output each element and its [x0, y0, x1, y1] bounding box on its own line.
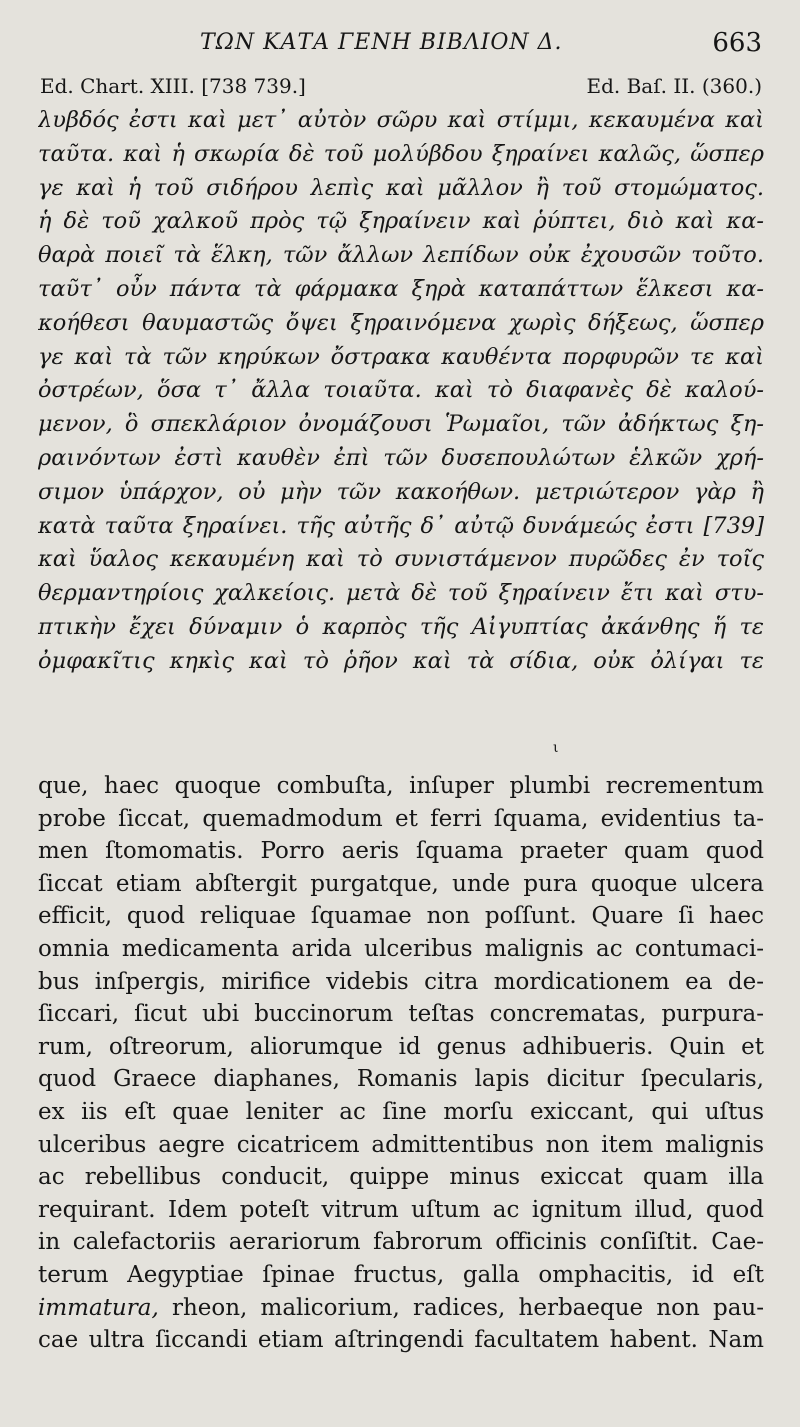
running-head	[0, 26, 800, 66]
latin-line: que, haec quoque combuſta, inſuper plumbi recrementum	[38, 773, 764, 799]
greek-line: γε καὶ τὰ τῶν κηρύκων ὄστρακα καυθέντα πορφυρῶν τε καὶ	[38, 343, 764, 370]
greek-line: καὶ ὕαλος κεκαυμένη καὶ τὸ συνιστάμενον πυρῶδες ἐν τοῖς	[38, 546, 764, 573]
greek-line: λυβδός ἐστι καὶ μετ᾽ αὐτὸν σῶρυ καὶ στίμμι, κεκαυμένα καὶ	[38, 107, 764, 133]
greek-line: θαρὰ ποιεῖ τὰ ἕλκη, τῶν ἄλλων λεπίδων οὐκ ἐχουσῶν τοῦτο.	[38, 242, 764, 269]
greek-line: ὀμφακῖτις κηκὶς καὶ τὸ ῥῆον καὶ τὰ σίδια, οὐκ ὀλίγαι τε	[38, 647, 764, 674]
greek-line: θερμαντηρίοις χαλκείοις. μετὰ δὲ τοῦ ξηραίνειν ἔτι καὶ στυ-	[38, 580, 764, 607]
latin-line: ex iis eſt quae leniter ac ſine morſu exiccant, qui uſtus	[38, 1098, 764, 1125]
separator-mark: ι	[553, 740, 559, 756]
latin-line: cae ultra ſiccandi etiam aſtringendi facultatem habent. Nam	[38, 1327, 764, 1354]
latin-line: probe ſiccat, quemadmodum et ferri ſquama, evidentius ta-	[38, 805, 764, 832]
greek-line: ὀστρέων, ὅσα τ᾽ ἄλλα τοιαῦτα. καὶ τὸ διαφανὲς δὲ καλού-	[38, 377, 764, 404]
latin-line: terum Aegyptiae ſpinae fructus, galla omphacitis, id eſt	[38, 1261, 764, 1288]
latin-line: men ſtomomatis. Porro aeris ſquama praeter quam quod	[38, 838, 764, 865]
latin-line: rum, oſtreorum, aliorumque id genus adhibueris. Quin et	[38, 1033, 764, 1060]
edition-reference-line	[40, 74, 762, 104]
latin-line: bus inſpergis, mirifice videbis citra mordicationem ea de-	[38, 968, 764, 995]
greek-line: γε καὶ ἡ τοῦ σιδήρου λεπὶς καὶ μᾶλλον ἢ τοῦ στομώματος.	[38, 174, 764, 201]
latin-line: quod Graece diaphanes, Romanis lapis dicitur ſpecularis,	[38, 1066, 764, 1093]
latin-text-block	[38, 770, 764, 1357]
edition-basel-ref: Ed. Baſ. II. (360.)	[586, 74, 762, 98]
latin-line: requirant. Idem poteſt vitrum uſtum ac ignitum illud, quod	[38, 1196, 764, 1223]
latin-line: ſiccat etiam abſtergit purgatque, unde pura quoque ulcera	[38, 870, 764, 897]
italic-word: immatura,	[38, 1294, 159, 1321]
greek-line: πτικὴν ἔχει δύναμιν ὁ καρπὸς τῆς Αἰγυπτίας ἀκάνθης ἥ τε	[38, 613, 764, 640]
latin-line: omnia medicamenta arida ulceribus malignis ac contumaci-	[38, 935, 764, 962]
greek-line: κατὰ ταῦτα ξηραίνει. τῆς αὐτῆς δ᾽ αὐτῷ δυνάμεώς ἐστι [739]	[38, 512, 764, 539]
latin-line-with-italic	[38, 1292, 764, 1325]
greek-line: ραινόντων ἐστὶ καυθὲν ἐπὶ τῶν δυσεπουλώτων ἑλκῶν χρή-	[38, 444, 764, 471]
greek-line: μενον, ὃ σπεκλάριον ὀνομάζουσι Ῥωμαῖοι, τῶν ἀδήκτως ξη-	[38, 411, 764, 438]
greek-line: σιμον ὑπάρχον, οὐ μὴν τῶν κακοήθων. μετριώτερον γὰρ ἢ	[38, 478, 764, 505]
greek-line: ταῦτ᾽ οὖν πάντα τὰ φάρμακα ξηρὰ καταπάττων ἕλκεσι κα-	[38, 275, 764, 302]
greek-line: κοήθεσι θαυμαστῶς ὄψει ξηραινόμενα χωρὶς δήξεως, ὥσπερ	[38, 309, 764, 336]
running-title: ΤΩΝ ΚΑΤΑ ΓΕΝΗ ΒΙΒΛΙΟΝ Δ.	[200, 30, 563, 55]
edition-chartier-ref: Ed. Chart. XIII. [738 739.]	[40, 74, 306, 98]
latin-line-rest: rheon, malicorium, radices, herbaeque non pau-	[171, 1294, 764, 1321]
greek-line: ἡ δὲ τοῦ χαλκοῦ πρὸς τῷ ξηραίνειν καὶ ῥύπτει, διὸ καὶ κα-	[38, 208, 764, 235]
greek-line: ταῦτα. καὶ ἡ σκωρία δὲ τοῦ μολύβδου ξηραίνει καλῶς, ὥσπερ	[38, 140, 764, 167]
latin-line: ulceribus aegre cicatricem admittentibus non item malignis	[38, 1131, 764, 1158]
latin-line: ſiccari, ſicut ubi buccinorum teſtas concrematas, purpura-	[38, 1001, 764, 1028]
page-number: 663	[712, 28, 762, 58]
latin-line: efficit, quod reliquae ſquamae non poſſunt. Quare ſi haec	[38, 903, 764, 930]
latin-line: in calefactoriis aerariorum fabrorum officinis conſiſtit. Cae-	[38, 1229, 764, 1256]
latin-line: ac rebellibus conducit, quippe minus exiccat quam illa	[38, 1164, 764, 1191]
greek-text-block	[38, 104, 764, 679]
